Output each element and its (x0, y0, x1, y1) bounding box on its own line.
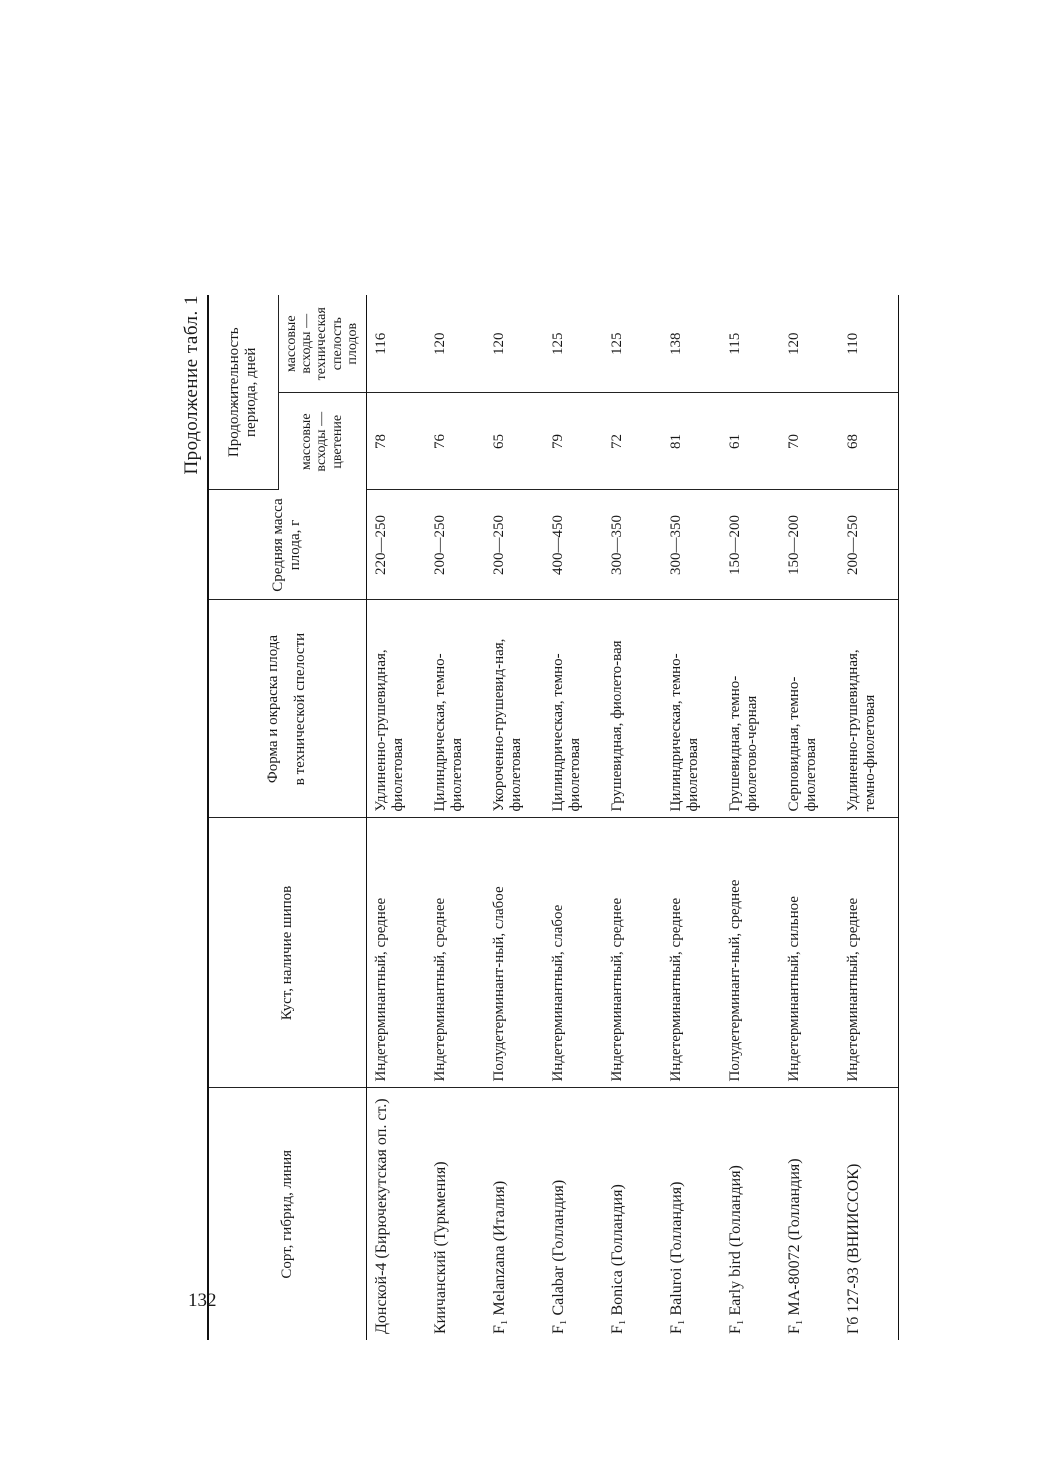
page-number: 132 (188, 1290, 217, 1311)
header-variety: Сорт, гибрид, линия (208, 1088, 366, 1340)
cell-variety: F₁ Baluroi (Голландия) (667, 1181, 685, 1334)
cell-bush: Индетерминантный, среднее (839, 818, 899, 1088)
header-fruit (208, 600, 366, 818)
cell-fruit: Цилиндрическая, темно-фиолетовая (544, 600, 603, 818)
cell-flowering: 68 (839, 393, 899, 490)
cell-ripeness: 116 (366, 295, 426, 393)
cell-variety: F₁ MA-80072 (Голландия) (785, 1158, 803, 1334)
cell-variety: F₁ Melanzana (Италия) (490, 1180, 508, 1334)
cell-fruit: Цилиндрическая, темно-фиолетовая (662, 600, 721, 818)
cell-flowering: 79 (544, 393, 603, 490)
cell-ripeness: 120 (426, 295, 485, 393)
cell-variety: Киичанский (Туркмения) (431, 1161, 449, 1334)
table-row (485, 295, 544, 1340)
table-row (721, 295, 780, 1340)
cell-flowering: 65 (485, 393, 544, 490)
cell-mass: 150—200 (721, 490, 780, 600)
header-fruit-line2: в технической спелости (292, 632, 309, 786)
cell-bush: Индетерминантный, среднее (426, 818, 485, 1088)
cell-ripeness: 115 (721, 295, 780, 393)
cell-mass: 200—250 (839, 490, 899, 600)
cell-ripeness: 110 (839, 295, 899, 393)
cell-bush: Индетерминантный, среднее (662, 818, 721, 1088)
cell-variety: F₁ Early bird (Голландия) (726, 1165, 744, 1334)
cell-bush: Индетерминантный, среднее (366, 818, 426, 1088)
cell-mass: 300—350 (662, 490, 721, 600)
table-caption: Продолжение табл. 1 (181, 295, 202, 475)
cell-ripeness: 125 (603, 295, 662, 393)
header-duration-flowering: массовые всходы — цветение (278, 393, 366, 490)
cell-ripeness: 120 (485, 295, 544, 393)
data-table (207, 295, 899, 1340)
table-row (839, 295, 899, 1340)
cell-variety: Гб 127-93 (ВНИИССОК) (839, 1088, 899, 1340)
cell-ripeness: 138 (662, 295, 721, 393)
cell-variety: F₁ Calabar (Голландия) (549, 1179, 567, 1334)
cell-mass: 400—450 (544, 490, 603, 600)
cell-mass: 220—250 (366, 490, 426, 600)
cell-variety: F₁ Bonica (Голландия) (608, 1184, 626, 1334)
table-row (662, 295, 721, 1340)
cell-flowering: 78 (366, 393, 426, 490)
cell-mass: 200—250 (485, 490, 544, 600)
cell-variety: Донской-4 (Бирючекутская оп. ст.) (372, 1098, 390, 1334)
rotated-table-block (181, 295, 878, 1340)
cell-mass: 200—250 (426, 490, 485, 600)
cell-bush: Индетерминантный, слабое (544, 818, 603, 1088)
cell-bush: Индетерминантный, сильное (780, 818, 839, 1088)
cell-bush: Полудетерминант-ный, среднее (721, 818, 780, 1088)
cell-bush: Индетерминантный, среднее (603, 818, 662, 1088)
cell-flowering: 76 (426, 393, 485, 490)
header-duration-ripeness: массовые всходы — техническая спелость плодов (278, 295, 366, 393)
cell-mass: 150—200 (780, 490, 839, 600)
cell-fruit: Удлиненно-грушевидная, темно-фиолетовая (839, 600, 899, 818)
table-row (603, 295, 662, 1340)
cell-mass: 300—350 (603, 490, 662, 600)
cell-bush: Полудетерминант-ный, слабое (485, 818, 544, 1088)
cell-fruit: Укороченно-грушевид-ная, фиолетовая (485, 600, 544, 818)
cell-fruit: Грушевидная, темно-фиолетово-черная (721, 600, 780, 818)
header-bush: Куст, наличие шипов (208, 818, 366, 1088)
cell-flowering: 70 (780, 393, 839, 490)
cell-ripeness: 120 (780, 295, 839, 393)
cell-ripeness: 125 (544, 295, 603, 393)
cell-fruit: Удлиненно-грушевидная, фиолетовая (366, 600, 426, 818)
table-row (366, 295, 426, 1340)
header-mass: Средняя масса плода, г (208, 490, 366, 600)
cell-fruit: Грушевидная, фиолето-вая (603, 600, 662, 818)
table-row (780, 295, 839, 1340)
table-row (426, 295, 485, 1340)
cell-fruit: Серповидная, темно-фиолетовая (780, 600, 839, 818)
cell-flowering: 61 (721, 393, 780, 490)
cell-fruit: Цилиндрическая, темно-фиолетовая (426, 600, 485, 818)
header-fruit-line1: Форма и окраска плода (265, 634, 281, 784)
header-duration-group: Продолжительность периода, дней (208, 295, 278, 490)
table-row (544, 295, 603, 1340)
cell-flowering: 81 (662, 393, 721, 490)
cell-flowering: 72 (603, 393, 662, 490)
